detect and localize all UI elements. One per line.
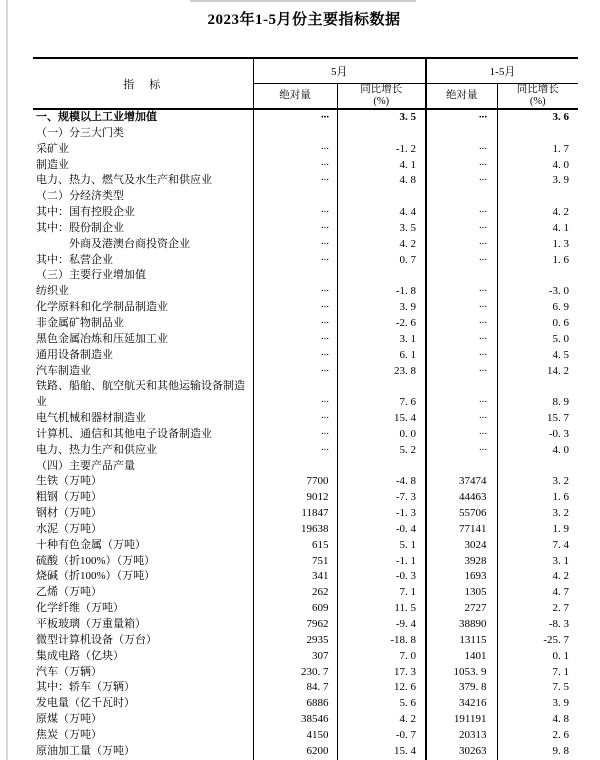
indicator-label: 汽车制造业 <box>33 364 253 380</box>
indicator-label: 其中：国有控股企业 <box>33 205 253 221</box>
jan-may-yoy-value: 2. 6 <box>552 728 570 741</box>
may-absolute-value: ··· <box>253 142 337 158</box>
yoy-label-line1: 同比增长 <box>516 83 559 95</box>
jan-may-yoy-value <box>497 268 578 284</box>
may-absolute-value: ··· <box>253 284 337 300</box>
indicator-label: 黑色金属冶炼和压延加工业 <box>33 332 253 348</box>
jan-may-yoy-value: 1. 6 <box>552 253 570 266</box>
jan-may-yoy-value: 3. 2 <box>552 507 570 520</box>
may-yoy-value: 3. 9 <box>337 300 426 316</box>
indicator-label: 微型计算机设备（万台） <box>33 633 253 649</box>
table-row <box>33 506 578 522</box>
may-absolute-value: 4150 <box>253 728 337 744</box>
jan-may-absolute-value: ··· <box>426 443 497 459</box>
cropped-content-artifact <box>190 0 416 2</box>
may-absolute-value: 615 <box>253 538 337 554</box>
may-yoy-value: -0. 7 <box>337 728 426 744</box>
jan-may-yoy-value: 8. 9 <box>552 396 570 409</box>
jan-may-absolute-value: ··· <box>426 379 497 411</box>
jan-may-absolute-value: 13115 <box>426 633 497 649</box>
jan-may-absolute-value: ··· <box>426 348 497 364</box>
table-row <box>33 316 578 332</box>
may-absolute-value: 609 <box>253 601 337 617</box>
jan-may-yoy-value: 0. 1 <box>552 649 570 662</box>
page-left-border <box>6 0 8 760</box>
jan-may-yoy-value: 4. 5 <box>552 348 570 361</box>
jan-may-absolute-value: 44463 <box>426 490 497 506</box>
may-absolute-value: ··· <box>253 443 337 459</box>
table-body <box>33 109 578 760</box>
jan-may-yoy-value: 3. 9 <box>552 697 570 710</box>
table-row <box>33 617 578 633</box>
indicator-label: 采矿业 <box>33 142 253 158</box>
indicators-table <box>33 57 578 760</box>
header-group-may: 5月 <box>253 58 426 83</box>
table-row <box>33 205 578 221</box>
table-row <box>33 443 578 459</box>
jan-may-absolute-value: 1053. 9 <box>426 665 497 681</box>
jan-may-yoy-value: -25. 7 <box>543 633 570 646</box>
indicator-label: 其中：股份制企业 <box>33 221 253 237</box>
indicator-label: 钢材（万吨） <box>33 506 253 522</box>
indicator-label: 水泥（万吨） <box>33 522 253 538</box>
may-yoy-value: 4. 8 <box>337 173 426 189</box>
indicator-label: 集成电路（亿块） <box>33 649 253 665</box>
jan-may-yoy-value: 3. 6 <box>552 111 570 123</box>
jan-may-absolute-value: ··· <box>426 411 497 427</box>
may-yoy-value: 4. 2 <box>337 712 426 728</box>
table-row <box>33 554 578 570</box>
may-yoy-value: -1. 1 <box>337 554 426 570</box>
jan-may-absolute-value: ··· <box>426 173 497 189</box>
indicator-label: （一）分三大门类 <box>33 126 253 142</box>
jan-may-absolute-value: ··· <box>426 158 497 174</box>
may-yoy-value: -7. 3 <box>337 490 426 506</box>
table-row <box>33 522 578 538</box>
jan-may-absolute-value: 379. 8 <box>426 680 497 696</box>
may-yoy-value <box>337 189 426 205</box>
table-row <box>33 284 578 300</box>
indicator-label: 化学原料和化学制品制造业 <box>33 300 253 316</box>
may-absolute-value: 2935 <box>253 633 337 649</box>
indicator-label: 铁路、船舶、航空航天和其他运输设备制造业 <box>33 379 253 411</box>
table-row <box>33 379 578 411</box>
jan-may-yoy-value: 4. 0 <box>552 443 570 456</box>
may-yoy-value: 6. 1 <box>337 348 426 364</box>
jan-may-yoy-value: 4. 8 <box>552 713 570 726</box>
section-row <box>33 459 578 475</box>
jan-may-yoy-value: 7. 4 <box>552 538 570 551</box>
table-header <box>33 58 578 109</box>
yoy-label-line2: (%) <box>373 95 390 107</box>
indicator-label: 计算机、通信和其他电子设备制造业 <box>33 427 253 443</box>
may-absolute-value <box>253 268 337 284</box>
may-yoy-value: 3. 1 <box>337 332 426 348</box>
table-row <box>33 474 578 490</box>
may-yoy-value: -1. 8 <box>337 284 426 300</box>
jan-may-yoy-value: 7. 1 <box>552 665 570 678</box>
header-jan-may-yoy <box>497 83 578 109</box>
page-title: 2023年1-5月份主要指标数据 <box>207 12 401 28</box>
jan-may-absolute-value: 1305 <box>426 585 497 601</box>
indicator-label: 烧碱（折100%）（万吨） <box>33 569 253 585</box>
may-yoy-value: 0. 0 <box>337 427 426 443</box>
indicator-label: 发电量（亿千瓦时） <box>33 696 253 712</box>
table-row <box>33 585 578 601</box>
may-absolute-value: 7962 <box>253 617 337 633</box>
may-yoy-value: 5. 6 <box>337 696 426 712</box>
may-absolute-value: 19638 <box>253 522 337 538</box>
may-absolute-value: 11847 <box>253 506 337 522</box>
may-absolute-value: ··· <box>253 205 337 221</box>
may-yoy-value: -1. 2 <box>337 142 426 158</box>
jan-may-yoy-value: 15. 7 <box>547 412 570 425</box>
jan-may-absolute-value: ··· <box>426 300 497 316</box>
may-absolute-value: ··· <box>253 173 337 189</box>
may-absolute-value: 84. 7 <box>253 680 337 696</box>
indicator-label: 其中：轿车（万辆） <box>33 680 253 696</box>
table-row <box>33 253 578 269</box>
jan-may-yoy-value: 1. 3 <box>552 237 570 250</box>
jan-may-yoy-value <box>497 126 578 142</box>
may-absolute-value <box>253 189 337 205</box>
may-yoy-value: 4. 1 <box>337 158 426 174</box>
section-row <box>33 189 578 205</box>
may-absolute-value: 6886 <box>253 696 337 712</box>
may-absolute-value: ··· <box>253 332 337 348</box>
indicator-label: 原油加工量（万吨） <box>33 744 253 760</box>
indicator-label: 原煤（万吨） <box>33 712 253 728</box>
may-yoy-value: -0. 4 <box>337 522 426 538</box>
jan-may-yoy-value: -8. 3 <box>548 618 570 630</box>
indicator-label: 十种有色金属（万吨） <box>33 538 253 554</box>
may-absolute-value: 341 <box>253 569 337 585</box>
may-absolute-value: ··· <box>253 237 337 253</box>
jan-may-absolute-value: ··· <box>426 284 497 300</box>
table-row <box>33 300 578 316</box>
jan-may-absolute-value <box>426 268 497 284</box>
may-absolute-value <box>253 459 337 475</box>
may-absolute-value: ··· <box>253 379 337 411</box>
jan-may-yoy-value: 4. 1 <box>552 221 570 234</box>
jan-may-absolute-value: ··· <box>426 142 497 158</box>
table-row <box>33 411 578 427</box>
indicator-label: 电力、热力生产和供应业 <box>33 443 253 459</box>
indicator-label: （四）主要产品产量 <box>33 459 253 475</box>
jan-may-absolute-value: 20313 <box>426 728 497 744</box>
table-row <box>33 728 578 744</box>
jan-may-absolute-value: ··· <box>426 253 497 269</box>
header-jan-may-absolute: 绝对量 <box>426 83 497 109</box>
may-yoy-value: 7. 0 <box>337 649 426 665</box>
table-row <box>33 173 578 189</box>
jan-may-absolute-value: ··· <box>426 427 497 443</box>
jan-may-absolute-value: ··· <box>426 332 497 348</box>
jan-may-yoy-value: 5. 0 <box>552 332 570 345</box>
jan-may-yoy-value: 3. 9 <box>552 174 570 187</box>
jan-may-yoy-value: 4. 2 <box>552 570 570 583</box>
may-absolute-value: ··· <box>253 109 337 126</box>
may-yoy-value: 11. 5 <box>337 601 426 617</box>
jan-may-absolute-value: 191191 <box>426 712 497 728</box>
may-absolute-value: ··· <box>253 253 337 269</box>
may-yoy-value: 12. 6 <box>337 680 426 696</box>
may-yoy-value: 7. 6 <box>337 379 426 411</box>
jan-may-absolute-value: ··· <box>426 221 497 237</box>
may-absolute-value: ··· <box>253 364 337 380</box>
jan-may-absolute-value: 37474 <box>426 474 497 490</box>
may-yoy-value: 3. 5 <box>337 109 426 126</box>
may-yoy-value: -0. 3 <box>337 569 426 585</box>
table-row <box>33 348 578 364</box>
jan-may-yoy-value: 1. 9 <box>552 522 570 535</box>
may-yoy-value: 7. 1 <box>337 585 426 601</box>
table-row <box>33 649 578 665</box>
jan-may-absolute-value: ··· <box>426 316 497 332</box>
indicator-label: 外商及港澳台商投资企业 <box>33 237 253 253</box>
jan-may-absolute-value: 55706 <box>426 506 497 522</box>
header-may-absolute: 绝对量 <box>253 83 337 109</box>
may-yoy-value: 15. 4 <box>337 411 426 427</box>
indicator-label: 电气机械和器材制造业 <box>33 411 253 427</box>
table-row <box>33 221 578 237</box>
yoy-label-line1: 同比增长 <box>360 83 403 95</box>
jan-may-absolute-value: ··· <box>426 237 497 253</box>
table-row <box>33 696 578 712</box>
jan-may-absolute-value: 1401 <box>426 649 497 665</box>
table-row <box>33 601 578 617</box>
may-absolute-value: 751 <box>253 554 337 570</box>
indicator-label: 非金属矿物制品业 <box>33 316 253 332</box>
table-row <box>33 538 578 554</box>
jan-may-absolute-value: 1693 <box>426 569 497 585</box>
may-yoy-value: -1. 3 <box>337 506 426 522</box>
may-absolute-value: 230. 7 <box>253 665 337 681</box>
indicator-label: 汽车（万辆） <box>33 665 253 681</box>
table-row <box>33 712 578 728</box>
jan-may-yoy-value <box>497 459 578 475</box>
section-row <box>33 268 578 284</box>
indicator-label: 生铁（万吨） <box>33 474 253 490</box>
indicator-label: 乙烯（万吨） <box>33 585 253 601</box>
table-row <box>33 109 578 126</box>
may-yoy-value <box>337 268 426 284</box>
table-row <box>33 744 578 760</box>
jan-may-yoy-value: 2. 7 <box>552 602 570 615</box>
indicator-label: 化学纤维（万吨） <box>33 601 253 617</box>
table-row <box>33 237 578 253</box>
may-yoy-value: 4. 4 <box>337 205 426 221</box>
may-absolute-value: ··· <box>253 221 337 237</box>
jan-may-yoy-value: 6. 9 <box>552 301 570 314</box>
may-yoy-value <box>337 126 426 142</box>
may-yoy-value: -2. 6 <box>337 316 426 332</box>
jan-may-absolute-value: 77141 <box>426 522 497 538</box>
may-yoy-value: -4. 8 <box>337 474 426 490</box>
indicator-label: 通用设备制造业 <box>33 348 253 364</box>
may-absolute-value: ··· <box>253 316 337 332</box>
indicator-label: 一、规模以上工业增加值 <box>33 109 253 126</box>
jan-may-absolute-value: ··· <box>426 109 497 126</box>
jan-may-absolute-value <box>426 459 497 475</box>
may-yoy-value: 15. 4 <box>337 744 426 760</box>
jan-may-absolute-value <box>426 126 497 142</box>
jan-may-yoy-value: 4. 2 <box>552 206 570 219</box>
header-may-yoy <box>337 83 426 109</box>
yoy-label-line2: (%) <box>529 95 546 107</box>
may-yoy-value: 0. 7 <box>337 253 426 269</box>
jan-may-yoy-value: 0. 6 <box>552 316 570 329</box>
may-yoy-value: 17. 3 <box>337 665 426 681</box>
table-row <box>33 427 578 443</box>
indicator-label: 硫酸（折100%）（万吨） <box>33 554 253 570</box>
jan-may-yoy-value: 4. 0 <box>552 158 570 171</box>
may-yoy-value: -9. 4 <box>337 617 426 633</box>
jan-may-absolute-value: 34216 <box>426 696 497 712</box>
may-absolute-value: 9012 <box>253 490 337 506</box>
jan-may-absolute-value: ··· <box>426 205 497 221</box>
table-row <box>33 633 578 649</box>
table-row <box>33 490 578 506</box>
jan-may-yoy-value: -0. 3 <box>548 427 570 440</box>
table-row <box>33 680 578 696</box>
section-row <box>33 126 578 142</box>
may-absolute-value: 262 <box>253 585 337 601</box>
jan-may-yoy-value <box>497 189 578 205</box>
table-row <box>33 332 578 348</box>
may-yoy-value: 4. 2 <box>337 237 426 253</box>
table-row <box>33 364 578 380</box>
may-absolute-value: 6200 <box>253 744 337 760</box>
may-yoy-value: 5. 2 <box>337 443 426 459</box>
indicator-label: 纺织业 <box>33 284 253 300</box>
may-yoy-value: 23. 8 <box>337 364 426 380</box>
jan-may-yoy-value: 9. 8 <box>552 744 570 757</box>
header-indicator: 指 标 <box>33 58 253 109</box>
jan-may-yoy-value: -3. 0 <box>548 285 570 298</box>
may-absolute-value: 38546 <box>253 712 337 728</box>
table-row <box>33 142 578 158</box>
jan-may-absolute-value <box>426 189 497 205</box>
jan-may-absolute-value: 3024 <box>426 538 497 554</box>
indicator-label: 粗钢（万吨） <box>33 490 253 506</box>
may-absolute-value: ··· <box>253 411 337 427</box>
indicator-label: （三）主要行业增加值 <box>33 268 253 284</box>
indicator-label: 焦炭（万吨） <box>33 728 253 744</box>
may-absolute-value: ··· <box>253 300 337 316</box>
indicator-label: 制造业 <box>33 158 253 174</box>
may-absolute-value <box>253 126 337 142</box>
indicator-label: 其中：私营企业 <box>33 253 253 269</box>
jan-may-absolute-value: 38890 <box>426 617 497 633</box>
indicator-label: 电力、热力、燃气及水生产和供应业 <box>33 173 253 189</box>
jan-may-yoy-value: 14. 2 <box>547 364 570 377</box>
jan-may-absolute-value: 2727 <box>426 601 497 617</box>
may-yoy-value: 5. 1 <box>337 538 426 554</box>
may-yoy-value: -18. 8 <box>337 633 426 649</box>
jan-may-yoy-value: 3. 1 <box>552 554 570 567</box>
jan-may-absolute-value: ··· <box>426 364 497 380</box>
jan-may-yoy-value: 1. 7 <box>552 142 570 155</box>
jan-may-yoy-value: 4. 7 <box>552 586 570 599</box>
may-yoy-value: 3. 5 <box>337 221 426 237</box>
may-absolute-value: 7700 <box>253 474 337 490</box>
may-absolute-value: ··· <box>253 158 337 174</box>
may-absolute-value: ··· <box>253 427 337 443</box>
header-group-jan-may: 1-5月 <box>426 58 578 83</box>
indicator-label: （二）分经济类型 <box>33 189 253 205</box>
table-row <box>33 569 578 585</box>
jan-may-absolute-value: 30263 <box>426 744 497 760</box>
may-absolute-value: ··· <box>253 348 337 364</box>
jan-may-yoy-value: 7. 5 <box>552 681 570 694</box>
jan-may-absolute-value: 3928 <box>426 554 497 570</box>
may-yoy-value <box>337 459 426 475</box>
table-row <box>33 665 578 681</box>
jan-may-yoy-value: 3. 2 <box>552 475 570 488</box>
may-absolute-value: 307 <box>253 649 337 665</box>
table-row <box>33 158 578 174</box>
jan-may-yoy-value: 1. 6 <box>552 491 570 504</box>
indicator-label: 平板玻璃（万重量箱） <box>33 617 253 633</box>
